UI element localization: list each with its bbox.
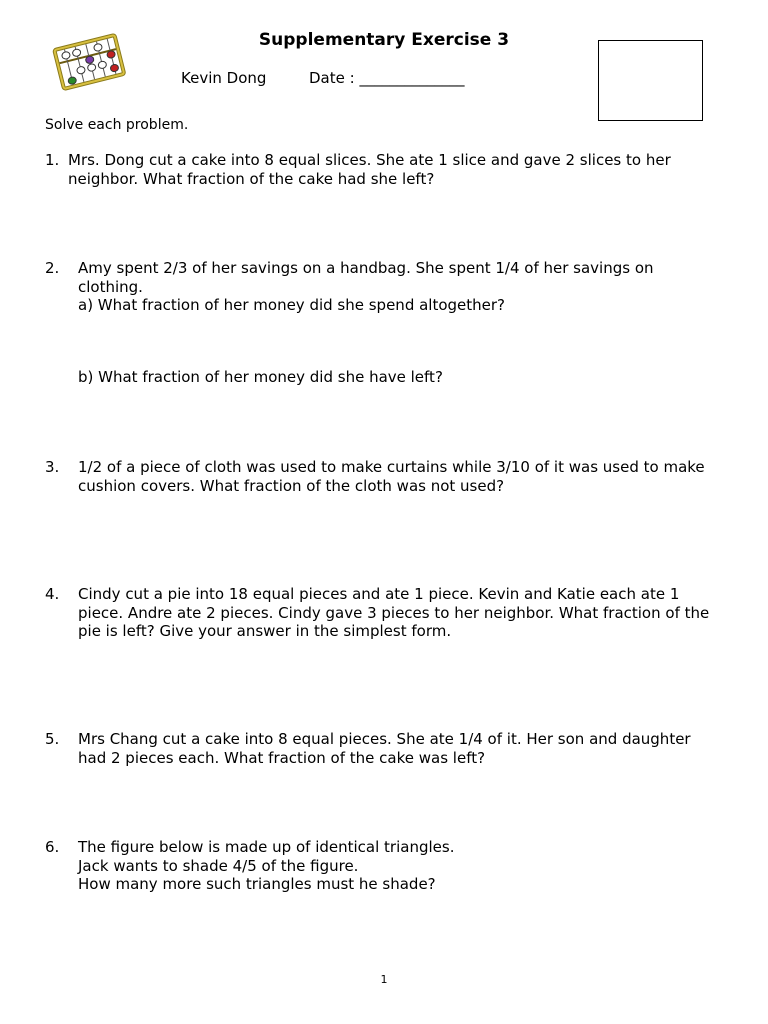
date-field: Date : ______________ — [309, 69, 465, 87]
page-number: 1 — [380, 973, 388, 986]
problem-number: 3. — [45, 458, 60, 476]
problem-line: pie is left? Give your answer in the simplest form. — [78, 622, 452, 640]
problem-line: piece. Andre ate 2 pieces. Cindy gave 3 pieces to her neighbor. What fraction of the — [78, 603, 710, 622]
problem-line: neighbor. What fraction of the cake had she left? — [68, 169, 435, 188]
problem-number: 5. — [45, 730, 60, 748]
problem-line: 1/2 of a piece of cloth was used to make curtains while 3/10 of it was used to make — [78, 458, 705, 476]
page-title: Supplementary Exercise 3 — [258, 30, 510, 50]
problem-line: a) What fraction of her money did she spend altogether? — [78, 296, 506, 314]
problem-number: 2. — [45, 259, 60, 277]
instructions: Solve each problem. — [45, 117, 189, 133]
student-name: Kevin Dong — [181, 69, 267, 87]
problem-line: How many more such triangles must he shade? — [78, 875, 436, 893]
problem-number: 4. — [45, 585, 60, 603]
problem-line: Amy spent 2/3 of her savings on a handbag. She spent 1/4 of her savings on — [78, 259, 654, 277]
problem-line: The figure below is made up of identical triangles. — [78, 838, 455, 856]
problem-number: 6. — [45, 838, 60, 856]
problem-line: Mrs. Dong cut a cake into 8 equal slices. She ate 1 slice and gave 2 slices to her — [68, 151, 671, 169]
problem-line: cushion covers. What fraction of the cloth was not used? — [78, 476, 505, 495]
problem-number: 1. — [45, 151, 60, 169]
problem-line: had 2 pieces each. What fraction of the cake was left? — [78, 748, 486, 767]
problem-line: clothing. — [78, 277, 143, 296]
problem-line: Cindy cut a pie into 18 equal pieces and ate 1 piece. Kevin and Katie each ate 1 — [78, 585, 680, 603]
problem-line: Mrs Chang cut a cake into 8 equal pieces. She ate 1/4 of it. Her son and daughter — [78, 730, 691, 748]
score-box — [598, 40, 703, 121]
problem-line: Jack wants to shade 4/5 of the figure. — [78, 856, 359, 875]
problem-line: b) What fraction of her money did she have left? — [78, 368, 443, 386]
